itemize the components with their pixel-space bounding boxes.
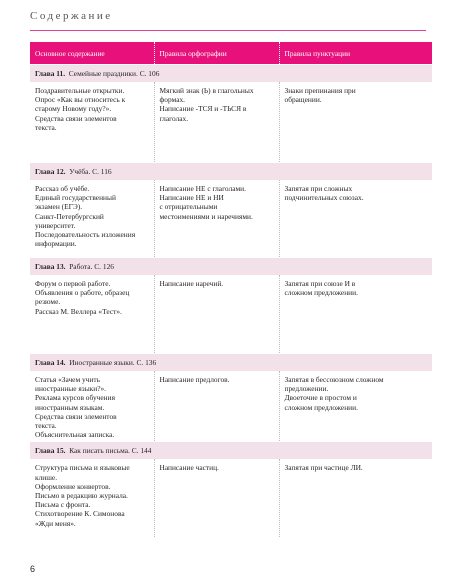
spelling-cell	[154, 371, 279, 442]
cell-line: Написание предлогов.	[159, 375, 230, 384]
punctuation-cell	[279, 82, 432, 163]
cell-line: Последовательность изложения	[35, 230, 136, 240]
punctuation-cell	[279, 459, 432, 537]
spelling-cell	[154, 459, 279, 537]
chapter-heading	[30, 163, 432, 181]
chapter-heading	[30, 442, 432, 460]
cell-line: Письмо в редакцию журнала.	[35, 491, 128, 501]
chapter-content-row	[30, 180, 432, 258]
cell-line: Написание наречий.	[159, 279, 224, 288]
cell-line: Двоеточие в простом и	[284, 393, 357, 403]
cell-line: клише.	[35, 472, 58, 482]
cell-line: сложном предложении.	[284, 288, 358, 298]
cell-line: Запятая при частице ЛИ.	[284, 463, 363, 473]
chapter-content-row	[30, 82, 432, 163]
content-cell	[30, 459, 154, 537]
cell-line: старому Новому году?».	[35, 104, 112, 114]
cell-line: иностранные языки?».	[35, 384, 107, 394]
cell-line: Мягкий знак (Ь) в глагольных	[159, 86, 254, 95]
chapter-name: Учёба.	[69, 166, 91, 176]
contents-table	[30, 42, 432, 537]
cell-line: Структура письма и языковые	[35, 463, 130, 473]
cell-line: предложении.	[284, 384, 329, 394]
cell-line: формах.	[159, 95, 186, 105]
content-cell	[30, 275, 154, 354]
cell-line: Рассказ об учёбе.	[35, 184, 90, 193]
punctuation-cell	[279, 275, 432, 354]
cell-line: Рассказ М. Веллера «Тест».	[35, 306, 122, 316]
spelling-cell	[154, 82, 279, 163]
punctuation-cell	[279, 371, 432, 442]
cell-line: Форум о первой работе.	[35, 279, 111, 288]
chapter-row	[30, 258, 432, 276]
chapter-page: С. 126	[94, 261, 114, 271]
cell-line: текста.	[35, 122, 57, 132]
chapter-content-row	[30, 275, 432, 354]
cell-line: Запятая в бессоюзном сложном	[284, 375, 384, 384]
cell-line: Статья «Зачем учить	[35, 375, 100, 384]
cell-line: Знаки препинания при	[284, 86, 356, 95]
cell-line: экзамен (ЕГЭ).	[35, 202, 83, 212]
cell-line: текста.	[35, 421, 57, 431]
spelling-cell	[154, 275, 279, 354]
chapter-content-row	[30, 371, 432, 442]
cell-line: Письма с фронта.	[35, 500, 91, 510]
cell-line: Запятая при союзе И в	[284, 279, 356, 288]
chapter-number: Глава 12.	[35, 166, 66, 176]
cell-line: подчинительных союзах.	[284, 193, 364, 203]
spelling-cell	[154, 180, 279, 258]
chapter-page: С. 136	[136, 357, 157, 367]
chapter-heading	[30, 258, 432, 276]
chapter-page: С. 106	[139, 68, 160, 78]
cell-line: Запятая при сложных	[284, 184, 353, 193]
cell-line: «Жди меня».	[35, 518, 76, 528]
cell-line: глаголах.	[159, 113, 189, 123]
cell-line: Санкт-Петербургский	[35, 211, 104, 221]
chapter-content-row	[30, 459, 432, 537]
chapter-page: С. 116	[92, 166, 112, 176]
cell-line: Средства связи элементов	[35, 411, 117, 421]
chapter-number: Глава 14.	[35, 357, 66, 367]
cell-line: Опрос «Как вы относитесь к	[35, 95, 126, 105]
chapter-page: С. 144	[131, 446, 152, 456]
page-title: Содержание	[30, 10, 113, 22]
cell-line: Написание НЕ и НИ	[159, 193, 224, 203]
cell-line: иностранным языкам.	[35, 402, 105, 412]
content-cell	[30, 82, 154, 163]
page-number: 6	[30, 564, 36, 574]
cell-line: Написание -ТСЯ и -ТЬСЯ в	[159, 104, 247, 114]
chapter-number: Глава 11.	[35, 68, 66, 78]
chapter-row	[30, 354, 432, 372]
chapter-heading	[30, 354, 432, 372]
cell-line: университет.	[35, 220, 76, 230]
chapter-number: Глава 13.	[35, 261, 66, 271]
chapter-row	[30, 163, 432, 181]
cell-line: Объявления о работе, образец	[35, 288, 130, 298]
cell-line: информации.	[35, 239, 77, 249]
header-divider	[30, 30, 426, 31]
cell-line: Написание НЕ с глаголами.	[159, 184, 246, 193]
cell-line: Написание частиц.	[159, 463, 219, 473]
cell-line: местоимениями и наречиями.	[159, 211, 253, 221]
chapter-heading	[30, 65, 432, 83]
punctuation-cell	[279, 180, 432, 258]
column-header-content: Основное содержание	[30, 42, 154, 65]
cell-line: Реклама курсов обучения	[35, 393, 115, 403]
column-header-spelling: Правила орфографии	[154, 42, 279, 65]
cell-line: с отрицательными	[159, 202, 218, 212]
cell-line: обращении.	[284, 95, 322, 105]
table-header-row	[30, 42, 432, 65]
content-cell	[30, 180, 154, 258]
cell-line: Оформление конвертов.	[35, 481, 111, 491]
chapter-name: Работа.	[69, 261, 93, 271]
cell-line: сложном предложении.	[284, 402, 358, 412]
cell-line: Единый государственный	[35, 193, 116, 203]
chapter-name: Семейные праздники.	[68, 68, 138, 78]
chapter-row	[30, 65, 432, 83]
cell-line: Поздравительные открытки.	[35, 86, 125, 95]
column-header-punctuation: Правила пунктуации	[279, 42, 432, 65]
chapter-name: Как писать письма.	[69, 446, 130, 456]
chapter-row	[30, 442, 432, 460]
cell-line: резюме.	[35, 297, 61, 307]
chapter-number: Глава 15.	[35, 446, 66, 456]
table-body	[30, 65, 432, 538]
cell-line: Стихотворение К. Симонова	[35, 509, 125, 519]
cell-line: Объяснительная записка.	[35, 430, 115, 440]
cell-line: Средства связи элементов	[35, 113, 117, 123]
content-cell	[30, 371, 154, 442]
chapter-name: Иностранные языки.	[69, 357, 135, 367]
